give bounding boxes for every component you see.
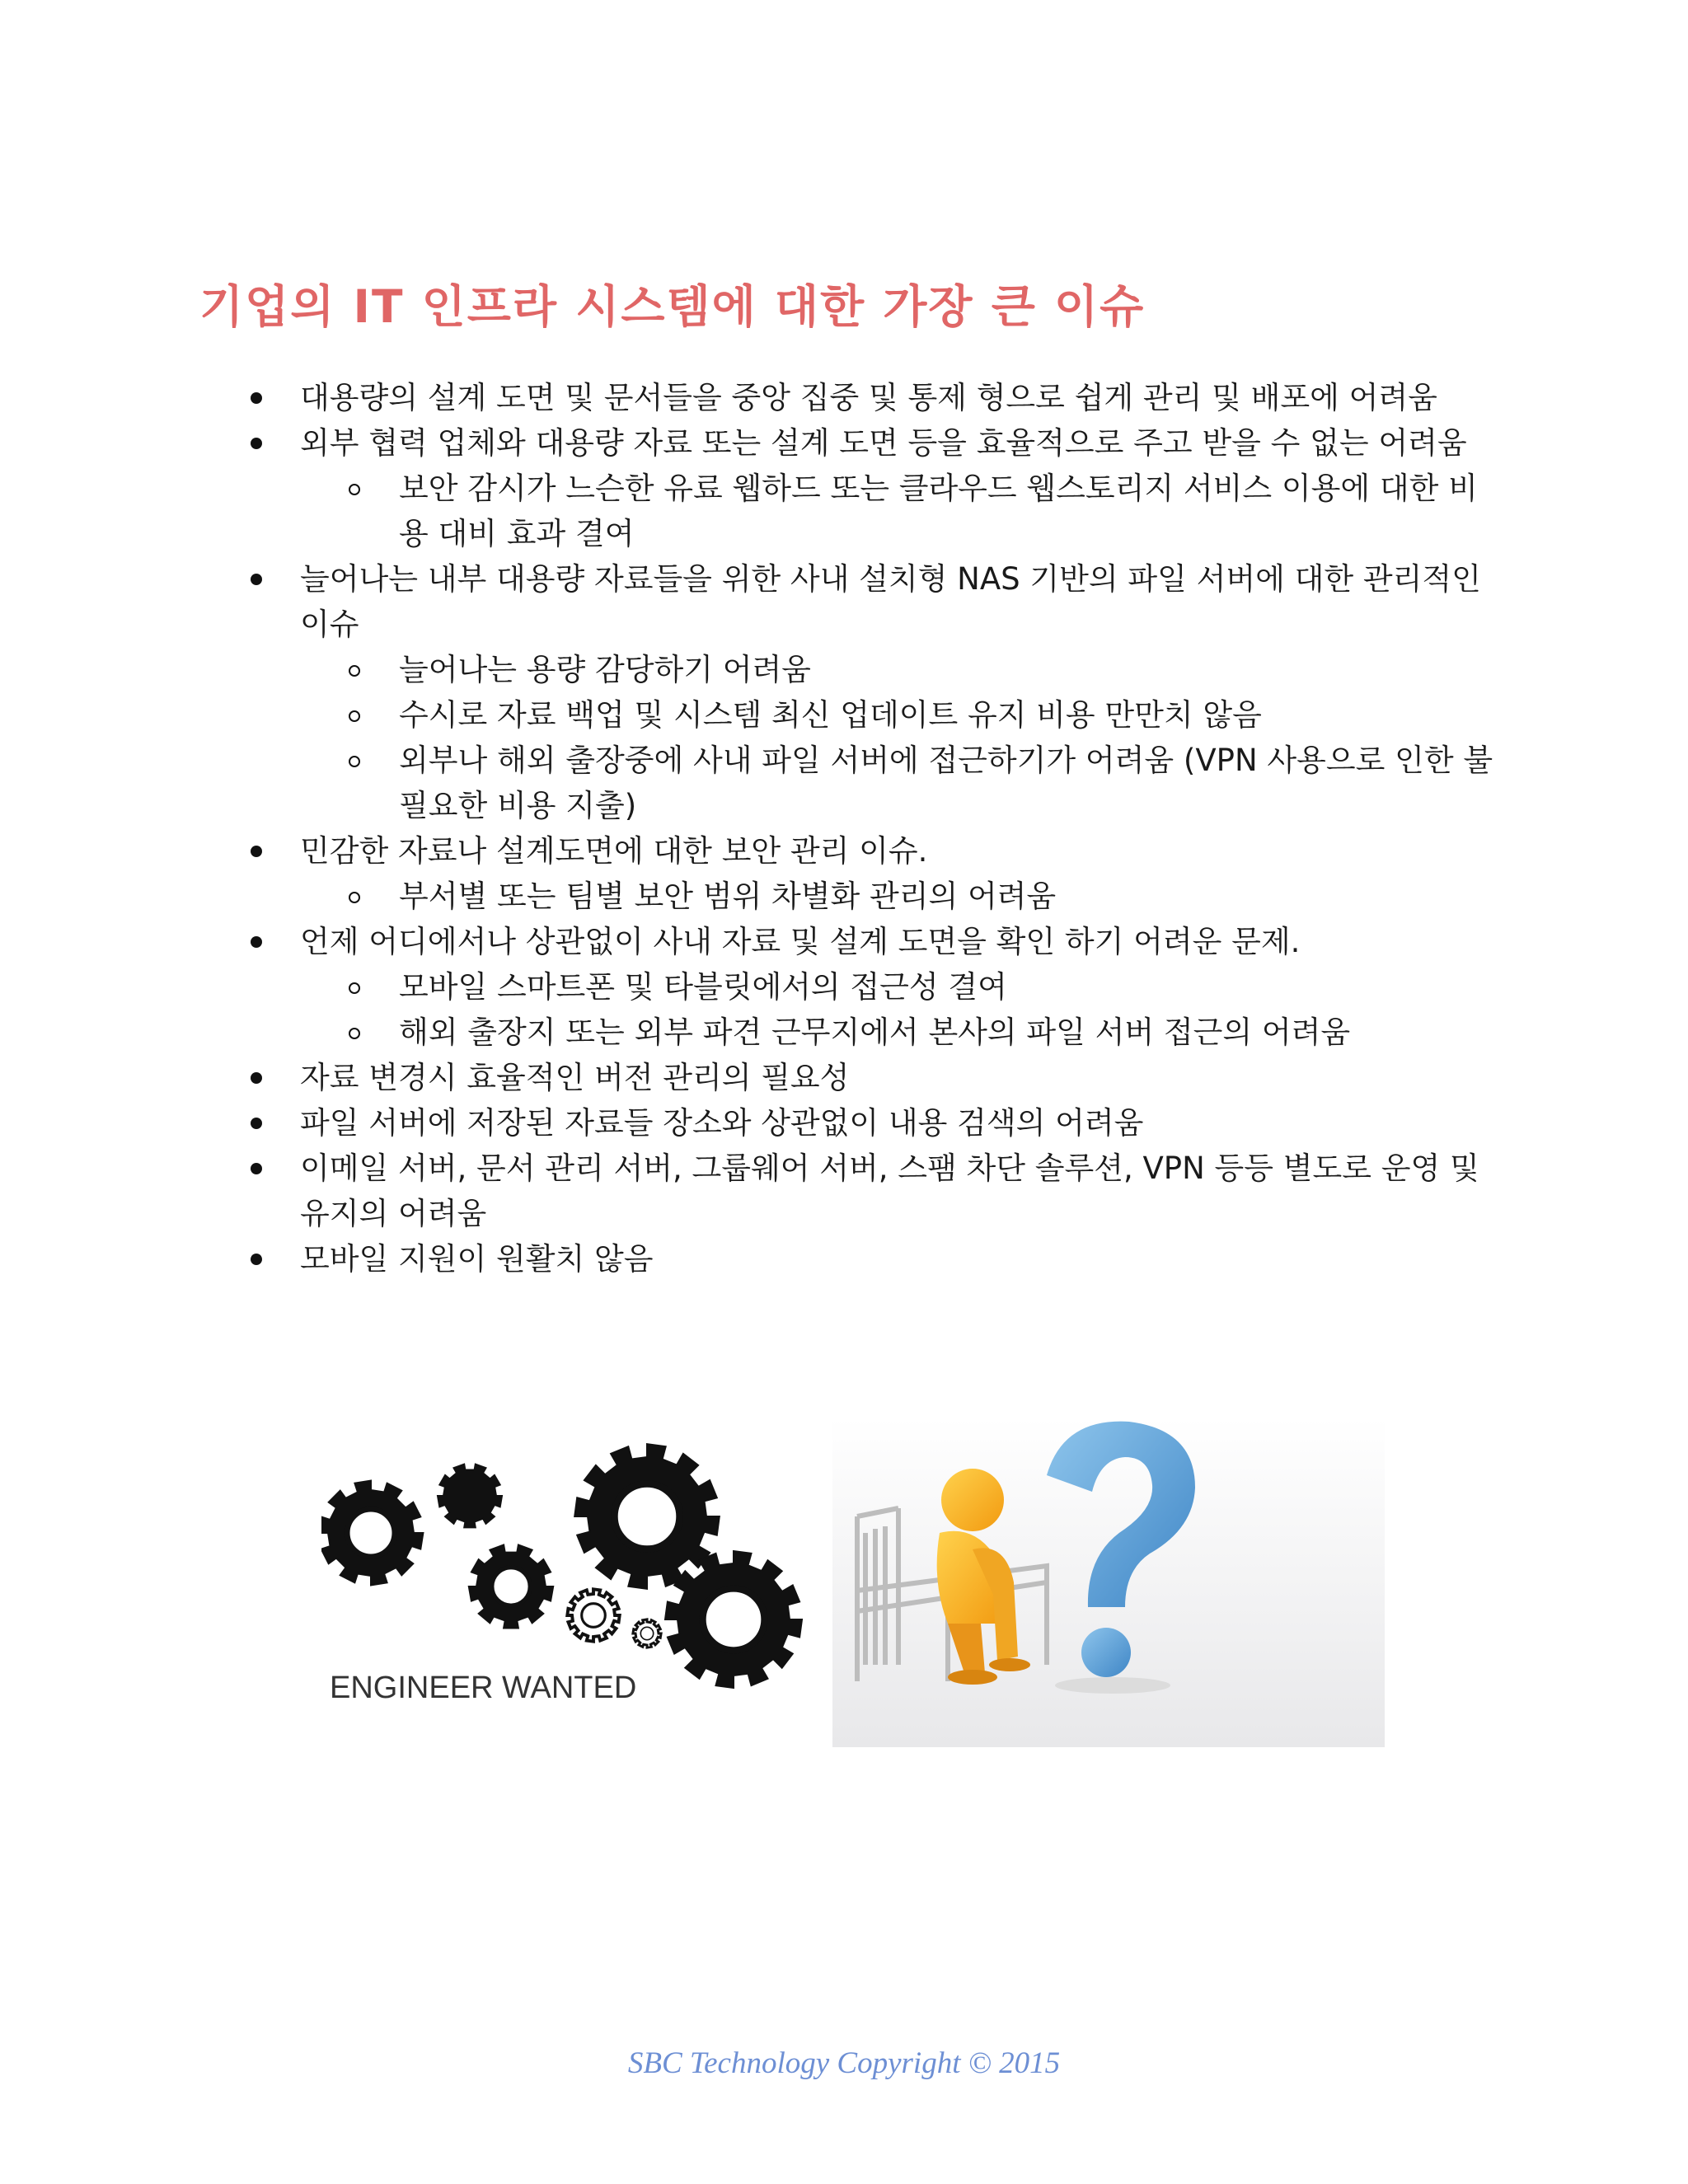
bullet-icon xyxy=(251,392,262,404)
list-item xyxy=(247,828,1500,874)
list-item xyxy=(247,1055,1500,1100)
bullet-icon xyxy=(251,1118,262,1129)
sub-list-item xyxy=(247,1010,1500,1055)
list-item-text: 이메일 서버, 문서 관리 서버, 그룹웨어 서버, 스팸 차단 솔루션, VPN 등등 별도로 운영 및 유지의 어려움 xyxy=(300,1151,1479,1231)
sub-list-item xyxy=(247,738,1500,828)
hollow-bullet-icon xyxy=(349,892,360,903)
hollow-bullet-icon xyxy=(349,484,360,495)
hollow-bullet-icon xyxy=(349,982,360,994)
gear-icon xyxy=(574,1444,720,1589)
list-item xyxy=(247,420,1500,466)
bullet-icon xyxy=(251,574,262,585)
list-item-text: 대용량의 설계 도면 및 문서들을 중앙 집중 및 통제 형으로 쉽게 관리 및 배포에 어려움 xyxy=(300,380,1437,415)
issue-list xyxy=(247,375,1500,1282)
list-item-text: 외부 협력 업체와 대용량 자료 또는 설계 도면 등을 효율적으로 주고 받을 수 없는 어려움 xyxy=(300,425,1467,461)
gear-icon xyxy=(665,1551,802,1688)
list-item xyxy=(247,375,1500,420)
sub-list-item-text: 해외 출장지 또는 외부 파견 근무지에서 본사의 파일 서버 접근의 어려움 xyxy=(399,1015,1351,1050)
page-title: 기업의 IT 인프라 시스템에 대한 가장 큰 이슈 xyxy=(199,280,1146,333)
sub-list-item xyxy=(247,692,1500,738)
bullet-icon xyxy=(251,1254,262,1265)
list-item xyxy=(247,1100,1500,1146)
sub-list-item-text: 외부나 해외 출장중에 사내 파일 서버에 접근하기가 어려움 (VPN 사용으로 인한 불필요한 비용 지출) xyxy=(399,743,1493,823)
sub-list-item xyxy=(247,466,1500,556)
gear-icon xyxy=(633,1619,661,1647)
hollow-bullet-icon xyxy=(349,756,360,767)
list-item-text: 민감한 자료나 설계도면에 대한 보안 관리 이슈. xyxy=(300,833,928,869)
list-item-text: 모바일 지원이 원활치 않음 xyxy=(300,1241,654,1277)
sub-list-item-text: 늘어나는 용량 감당하기 어려움 xyxy=(399,652,811,687)
gears-icon xyxy=(321,1444,802,1688)
bullet-icon xyxy=(251,1163,262,1174)
gears-caption: ENGINEER WANTED xyxy=(330,1671,637,1705)
list-item-text: 파일 서버에 저장된 자료들 장소와 상관없이 내용 검색의 어려움 xyxy=(300,1105,1144,1141)
list-item-text: 언제 어디에서나 상관없이 사내 자료 및 설계 도면을 확인 하기 어려운 문제. xyxy=(300,924,1301,959)
sub-list-item-text: 모바일 스마트폰 및 타블릿에서의 접근성 결여 xyxy=(399,969,1007,1005)
sub-list-item-text: 수시로 자료 백업 및 시스템 최신 업데이트 유지 비용 만만치 않음 xyxy=(399,697,1262,733)
illustration xyxy=(321,1418,1385,1747)
list-item-text: 자료 변경시 효율적인 버전 관리의 필요성 xyxy=(300,1060,850,1095)
gear-icon xyxy=(438,1465,502,1528)
bullet-icon xyxy=(251,846,262,857)
bullet-icon xyxy=(251,1072,262,1084)
list-item xyxy=(247,919,1500,964)
list-item xyxy=(247,1236,1500,1282)
hollow-bullet-icon xyxy=(349,1028,360,1039)
sub-list-item xyxy=(247,964,1500,1010)
sub-list-item xyxy=(247,874,1500,919)
bullet-icon xyxy=(251,936,262,948)
copyright-footer: SBC Technology Copyright © 2015 xyxy=(627,2046,1061,2080)
bullet-icon xyxy=(251,438,262,449)
gear-icon xyxy=(469,1545,553,1629)
sub-list-item xyxy=(247,647,1500,692)
gear-icon xyxy=(321,1481,423,1586)
sub-list-item-text: 보안 감시가 느슨한 유료 웹하드 또는 클라우드 웹스토리지 서비스 이용에 대한 비용 대비 효과 결여 xyxy=(399,471,1478,551)
list-item-text: 늘어나는 내부 대용량 자료들을 위한 사내 설치형 NAS 기반의 파일 서버에 대한 관리적인 이슈 xyxy=(300,561,1481,642)
list-item xyxy=(247,556,1500,647)
list-item xyxy=(247,1146,1500,1236)
gear-icon xyxy=(567,1589,619,1641)
hollow-bullet-icon xyxy=(349,665,360,677)
sub-list-item-text: 부서별 또는 팀별 보안 범위 차별화 관리의 어려움 xyxy=(399,879,1057,914)
hollow-bullet-icon xyxy=(349,710,360,722)
